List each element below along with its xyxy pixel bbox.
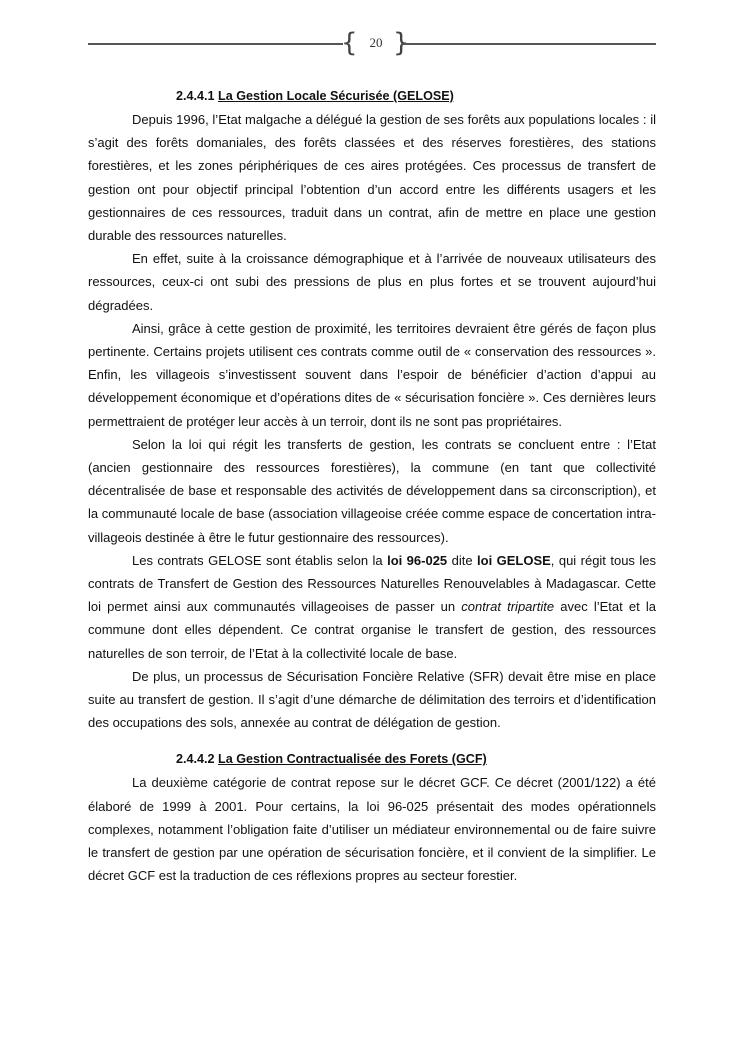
text-run: dite [447,552,478,568]
paragraph: Ainsi, grâce à cette gestion de proximité, les territoires devraient être gérés de façon plus pertinente. Certains projets utilisent ces contrats comme outil de « conservation des ressources ». Enfin, les villageois s’investissent souvent dans l’espoir de bénéficier d’action d’appui au développement économique et d’opérations dites de « sécurisation foncière ». Ces dernières leurs permettraient de protéger leur accès à un terroir, dont ils ne sont pas propriétaires. [88,320,656,429]
paragraph: Depuis 1996, l’Etat malgache a délégué la gestion de ses forêts aux populations locales : il s’agit des forêts domaniales, des forêts classées et des réserves forestières, des stations forestières, et les zones périphériques de ces aires protégées. Ces processus de transfert de gestion ont pour objectif principal l’obtention d’un accord entre les différents usagers et les gestionnaires de ces ressources, traduit dans un contrat, afin de mettre en place une gestion durable des ressources naturelles. [88,112,656,244]
section-title: La Gestion Locale Sécurisée (GELOSE) [218,89,454,103]
page-number: 20 [369,35,383,50]
law-reference: loi 96-025 [387,552,448,568]
law-name: loi GELOSE [477,552,551,568]
paragraph: La deuxième catégorie de contrat repose sur le décret GCF. Ce décret (2001/122) a été élaboré de 1999 à 2001. Pour certains, la loi 96-025 présentait des modes opérationnels complexes, notamment l’obligation faite d’utiliser un médiateur environnemental ou de faire suivre le transfert de gestion par une opération de sécurisation foncière, et il convient de la simplifier. Le décret GCF est la traduction de ces réflexions propres au secteur forestier. [88,775,656,884]
document-body [88,85,656,888]
paragraph-gelose-law [88,549,656,665]
right-brace-ornament: } [393,28,410,58]
section-number: 2.4.4.1 [176,89,215,103]
paragraph: Selon la loi qui régit les transferts de gestion, les contrats se concluent entre : l’Etat (ancien gestionnaire des ressources forestières), la commune (en tant que collectivité décentralisée de base et responsable des activités de développement dans sa circonscription), et la communauté locale de base (association villageoise créée comme espace de concertation intra-villageois destinée à être le futur gestionnaire des ressources). [88,436,656,545]
paragraph: En effet, suite à la croissance démographique et à l’arrivée de nouveaux utilisateurs des ressources, ceux-ci ont subi des pressions de plus en plus fortes et se trouvent aujourd’hui dégradées. [88,251,656,313]
paragraph: De plus, un processus de Sécurisation Foncière Relative (SFR) devait être mise en place suite au transfert de gestion. Il s’agit d’une démarche de délimitation des terroirs et d’identification des occupations des sols, annexée au contrat de délégation de gestion. [88,668,656,731]
text-run: avec l’Etat et la commune dont elles dépendent. Ce contrat organise le transfert de gestion, des ressources naturelles de son terroir, de l’Etat à la collectivité locale de base. [88,599,656,661]
header-rule-right [401,43,656,45]
section-number: 2.4.4.2 [176,752,215,767]
section-heading-gelose [176,85,656,108]
page-header [88,30,656,60]
section-heading-gcf [176,748,656,771]
left-brace-ornament: { [341,28,358,58]
section-title: La Gestion Contractualisée des Forets (GCF) [218,752,487,767]
text-run: Les contrats GELOSE sont établis selon la [132,552,388,568]
header-rule-left [88,43,343,45]
text-run: , qui régit tous les contrats de Transfert de Gestion des Ressources Naturelles Renouvelables à Madagascar. Cette loi permet ainsi aux communautés villageoises de passer un [88,552,656,615]
emphasis: contrat tripartite [461,599,555,615]
